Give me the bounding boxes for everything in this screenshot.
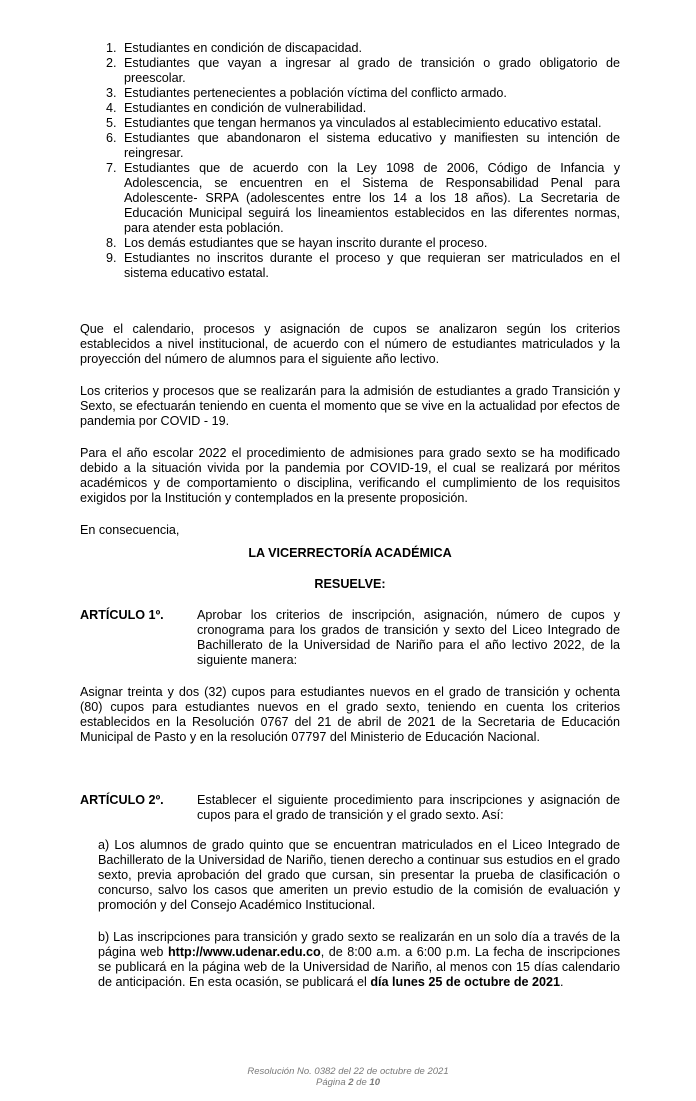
paragraph-asignar: Asignar treinta y dos (32) cupos para estudiantes nuevos en el grado de transición y ochenta (80) cupos para estudiantes nuevos en el grado sexto, teniendo en cuenta los criterios establecidos en la Resolución 0767 del 21 de abril de 2021 de la Secretaria de Educación Municipal de Pasto y en la resolución 07797 del Ministerio de Educación Nacional. — [80, 685, 620, 744]
article-1-text: Aprobar los criterios de inscripción, asignación, número de cupos y cronograma para los grados de transición y sexto del Liceo Integrado de Bachillerato de la Universidad de Nariño para el año lectivo 2022, de la siguiente manera: — [197, 608, 620, 667]
website-link[interactable]: http://www.udenar.edu.co — [167, 945, 321, 959]
criteria-list — [80, 41, 620, 281]
article-1 — [80, 608, 620, 668]
criteria-item-number: 3. — [106, 86, 117, 100]
item-b-date: día lunes 25 de octubre de 2021 — [370, 975, 561, 989]
footer-page — [0, 1077, 696, 1088]
criteria-item — [80, 251, 620, 281]
criteria-item — [80, 116, 620, 131]
item-b-text-1: b) Las inscripciones para transición y grado sexto se realizarán en un solo día a través de la página web — [98, 930, 620, 959]
criteria-item — [80, 101, 620, 116]
criteria-item — [80, 131, 620, 161]
paragraph-calendario: Que el calendario, procesos y asignación de cupos se analizaron según los criterios establecidos a nivel institucional, de acuerdo con el número de estudiantes matriculados y la proyección del número de alumnos para el siguiente año lectivo. — [80, 322, 620, 366]
criteria-item-text: Estudiantes que abandonaron el sistema educativo y manifiesten su intención de reingresar. — [124, 131, 620, 160]
item-b-text-3: . — [560, 975, 564, 989]
criteria-item — [80, 86, 620, 101]
criteria-item-number: 6. — [106, 131, 117, 145]
article-1-label: ARTÍCULO 1º. — [80, 608, 164, 622]
paragraph-consecuencia: En consecuencia, — [80, 523, 180, 537]
criteria-item-text: Estudiantes en condición de discapacidad. — [124, 41, 363, 55]
criteria-list-block — [80, 41, 620, 281]
criteria-item — [80, 41, 620, 56]
criteria-item-text: Los demás estudiantes que se hayan inscrito durante el proceso. — [124, 236, 488, 250]
criteria-item-number: 4. — [106, 101, 117, 115]
footer — [0, 1066, 696, 1088]
criteria-item-number: 8. — [106, 236, 117, 250]
item-a: a) Los alumnos de grado quinto que se encuentran matriculados en el Liceo Integrado de Bachillerato de la Universidad de Nariño, tienen derecho a continuar sus estudios en el grado sexto, previa aprobación del grado que cursan, sin presentar la prueba de clasificación o concurso, salvo los casos que ameriten un previo estudio de la comisión de evaluación y promoción y del Consejo Académico Institucional. — [98, 838, 620, 912]
heading-resuelve: RESUELVE: — [314, 577, 386, 591]
criteria-item-number: 1. — [106, 41, 117, 55]
footer-page-number: 2 — [348, 1077, 354, 1088]
criteria-item-text: Estudiantes que de acuerdo con la Ley 1098 de 2006, Código de Infancia y Adolescencia, se encuentren en el Sistema de Responsabilidad Penal para Adolescente- SRPA (adolescentes entre los 14 a los 18 años). La Secretaria de Educación Municipal seguirá los lineamientos establecidos en las diferentes normas, para atender esta población. — [124, 161, 620, 235]
article-2 — [80, 793, 620, 823]
footer-page-prefix: Página — [316, 1077, 349, 1088]
criteria-item — [80, 161, 620, 236]
criteria-item-text: Estudiantes pertenecientes a población víctima del conflicto armado. — [124, 86, 507, 100]
criteria-item-text: Estudiantes no inscritos durante el proceso y que requieran ser matriculados en el sistema educativo estatal. — [124, 251, 620, 280]
article-2-label: ARTÍCULO 2º. — [80, 793, 164, 807]
criteria-item-number: 5. — [106, 116, 117, 130]
criteria-item-text: Estudiantes que tengan hermanos ya vinculados al establecimiento educativo estatal. — [124, 116, 602, 130]
criteria-item — [80, 236, 620, 251]
item-b-text-2: , de 8:00 a.m. a 6:00 p.m. La fecha de inscripciones se publicará en la página web de la Universidad de Nariño, al menos con 15 días calendario de anticipación. En esta ocasión, se publicará el — [98, 945, 620, 989]
footer-page-of: de — [353, 1077, 370, 1088]
paragraph-ano-escolar: Para el año escolar 2022 el procedimiento de admisiones para grado sexto se ha modificado debido a la situación vivida por la pandemia por COVID-19, el cual se realizará por méritos académicos y de comportamiento o disciplina, verificando el cumplimiento de los requisitos exigidos por la Institución y contemplados en la presente proposición. — [80, 446, 620, 505]
criteria-item-number: 9. — [106, 251, 117, 265]
criteria-item-number: 2. — [106, 56, 117, 70]
criteria-item-text: Estudiantes en condición de vulnerabilidad. — [124, 101, 367, 115]
footer-page-total: 10 — [369, 1077, 380, 1088]
heading-vicerrectoria: LA VICERRECTORÍA ACADÉMICA — [248, 546, 452, 560]
paragraph-criterios: Los criterios y procesos que se realizarán para la admisión de estudiantes a grado Transición y Sexto, se efectuarán teniendo en cuenta el momento que se vive en la actualidad por efectos de pandemia por COVID - 19. — [80, 384, 620, 428]
criteria-item-text: Estudiantes que vayan a ingresar al grado de transición o grado obligatorio de preescolar. — [124, 56, 620, 85]
footer-resolution: Resolución No. 0382 del 22 de octubre de 2021 — [247, 1066, 449, 1077]
article-2-text: Establecer el siguiente procedimiento para inscripciones y asignación de cupos para el grado de transición y el grado sexto. Así: — [197, 793, 620, 822]
criteria-item — [80, 56, 620, 86]
item-b — [98, 930, 620, 990]
criteria-item-number: 7. — [106, 161, 117, 175]
